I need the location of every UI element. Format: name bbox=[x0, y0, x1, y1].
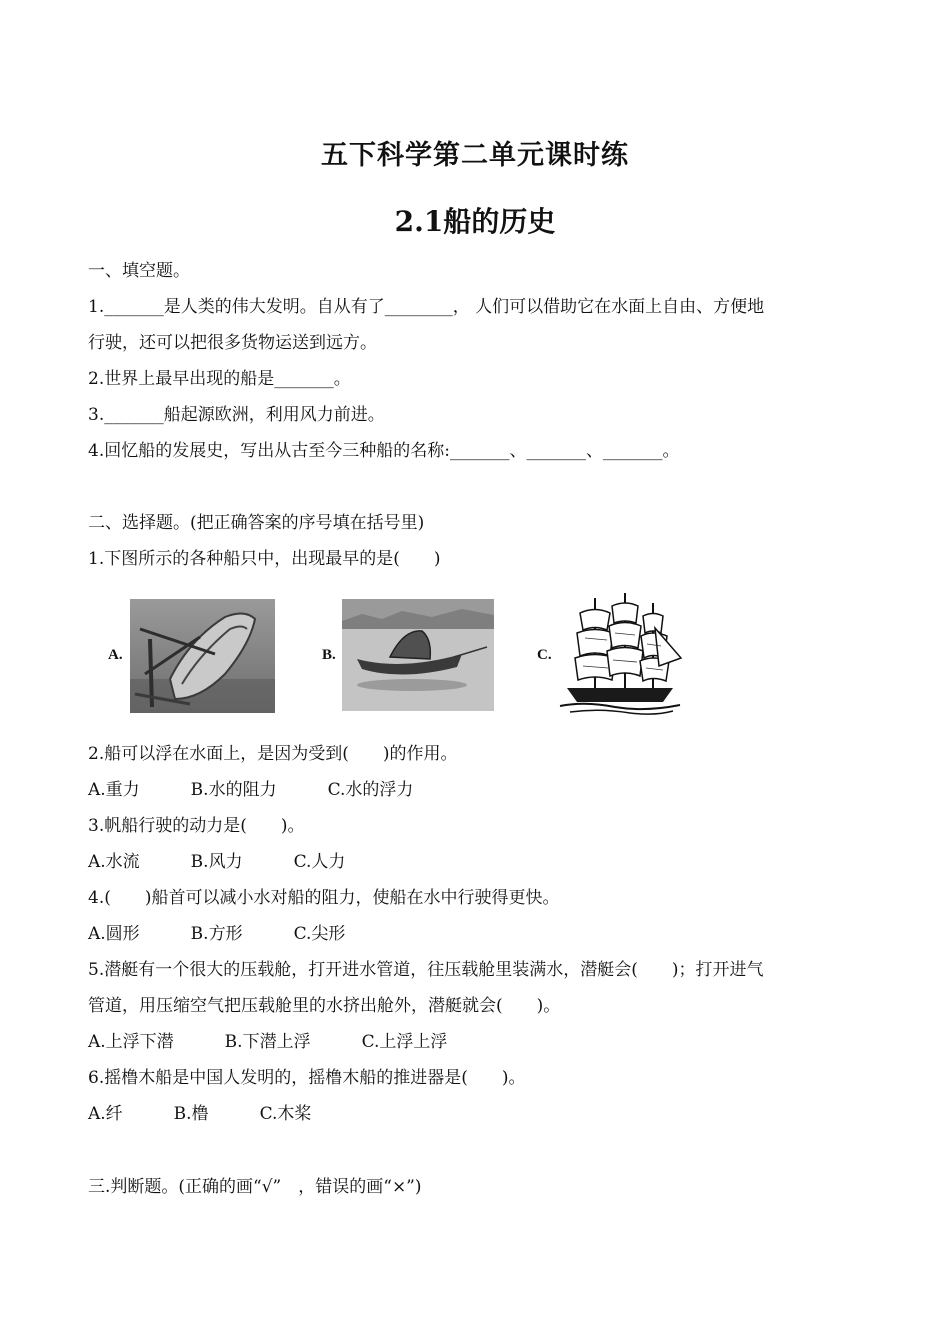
question-2-4: 4.( )船首可以减小水对船的阻力，使船在水中行驶得更快。 bbox=[88, 888, 560, 908]
option-a-label: A. bbox=[108, 647, 123, 663]
option-b-label: B. bbox=[322, 647, 336, 663]
sailing-ship-drawing bbox=[555, 588, 685, 718]
question-2-5-options: A.上浮下潜 B.下潜上浮 C.上浮上浮 bbox=[88, 1032, 448, 1052]
question-2-3-options: A.水流 B.风力 C.人力 bbox=[88, 852, 346, 872]
question-2-6: 6.摇橹木船是中国人发明的，摇橹木船的推进器是( )。 bbox=[88, 1068, 526, 1088]
section-3-heading: 三.判断题。(正确的画“√” ，错误的画“×”) bbox=[88, 1177, 422, 1197]
question-1-1-line-2: 行驶，还可以把很多货物运送到远方。 bbox=[88, 333, 377, 353]
option-c-label: C. bbox=[537, 647, 552, 663]
question-2-2: 2.船可以浮在水面上，是因为受到( )的作用。 bbox=[88, 744, 458, 764]
question-1-4: 4.回忆船的发展史，写出从古至今三种船的名称:_______、_______、_______。 bbox=[88, 441, 680, 461]
question-2-6-options: A.纤 B.橹 C.木桨 bbox=[88, 1104, 312, 1124]
lesson-title: 2.1船的历史 bbox=[394, 205, 556, 238]
question-2-1: 1.下图所示的各种船只中，出现最早的是( ) bbox=[88, 549, 441, 569]
section-1-heading: 一、填空题。 bbox=[88, 261, 190, 281]
dugout-canoe-photo bbox=[130, 599, 275, 713]
question-1-3: 3._______船起源欧洲，利用风力前进。 bbox=[88, 405, 385, 425]
section-2-heading: 二、选择题。(把正确答案的序号填在括号里) bbox=[88, 513, 425, 533]
question-2-2-options: A.重力 B.水的阻力 C.水的浮力 bbox=[88, 780, 414, 800]
covered-boat-photo bbox=[342, 599, 494, 711]
question-1-2: 2.世界上最早出现的船是_______。 bbox=[88, 369, 351, 389]
question-1-1-line-1: 1._______是人类的伟大发明。自从有了________， 人们可以借助它在水面上自由、方便地 bbox=[88, 297, 765, 317]
question-2-5-line-1: 5.潜艇有一个很大的压载舱，打开进水管道，往压载舱里装满水，潜艇会( )；打开进气 bbox=[88, 960, 764, 980]
question-2-5-line-2: 管道，用压缩空气把压载舱里的水挤出舱外，潜艇就会( )。 bbox=[88, 996, 561, 1016]
page-title: 五下科学第二单元课时练 bbox=[321, 140, 629, 171]
question-2-4-options: A.圆形 B.方形 C.尖形 bbox=[88, 924, 346, 944]
question-2-3: 3.帆船行驶的动力是( )。 bbox=[88, 816, 305, 836]
